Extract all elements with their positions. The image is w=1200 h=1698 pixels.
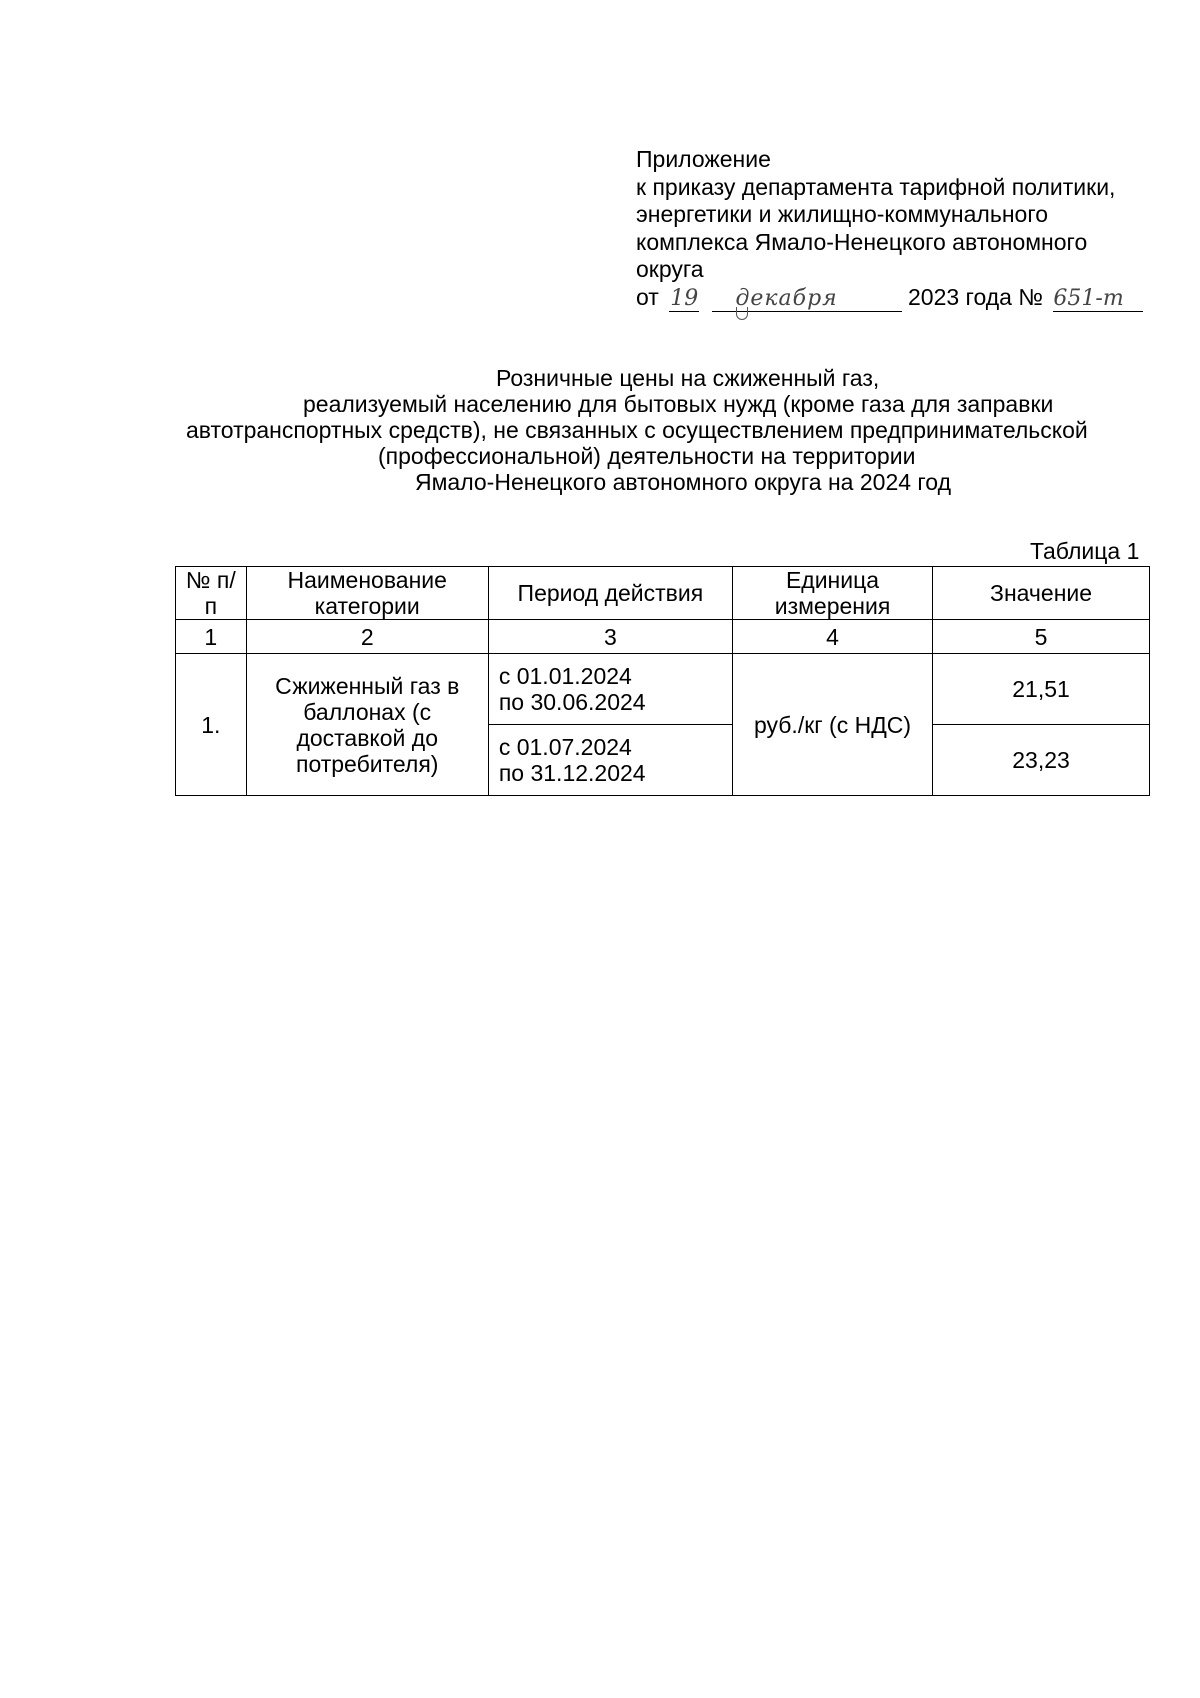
year-text: 2023 года № (908, 283, 1044, 310)
title-line: Ямало-Ненецкого автономного округа на 2024 год (415, 469, 952, 495)
month-field (712, 285, 902, 312)
period-to: по 30.06.2024 (498, 689, 646, 715)
header-unit: Единица измерения (732, 567, 932, 620)
annex-line: комплекса Ямало-Ненецкого автономного (636, 228, 1088, 255)
row-value: 21,51 (933, 654, 1150, 725)
table-row (176, 654, 1150, 725)
annex-block (636, 146, 1176, 312)
header-category: Наименование категории (246, 567, 488, 620)
order-date-line (636, 284, 1176, 312)
title-line: автотранспортных средств), не связанных с осуществлением предпринимательской (186, 417, 1088, 443)
row-number: 1. (176, 654, 247, 796)
period-from: с 01.07.2024 (498, 734, 632, 760)
prices-table (175, 566, 1150, 796)
table-label: Таблица 1 (1030, 538, 1140, 564)
date-prefix: от (636, 283, 659, 310)
period-to: по 31.12.2024 (498, 760, 646, 786)
column-number: 3 (488, 620, 732, 654)
column-number: 2 (246, 620, 488, 654)
handwritten-day: 19 (670, 285, 699, 311)
column-number: 5 (933, 620, 1150, 654)
table-header-row (176, 567, 1150, 620)
header-value: Значение (933, 567, 1150, 620)
annex-line: к приказу департамента тарифной политики, (636, 173, 1116, 200)
annex-line: энергетики и жилищно-коммунального (636, 201, 1048, 227)
day-field (669, 285, 699, 312)
row-period (488, 725, 732, 796)
column-number: 4 (732, 620, 932, 654)
column-number: 1 (176, 620, 247, 654)
row-category: Сжиженный газ в баллонах (с доставкой до потребителя) (246, 654, 488, 796)
handwritten-month: декабря (735, 285, 838, 311)
number-field (1053, 285, 1143, 312)
title-line: Розничные цены на сжиженный газ, (496, 365, 880, 391)
row-period (488, 654, 732, 725)
annex-title: Приложение (636, 146, 771, 172)
title-line: (профессиональной) деятельности на территории (378, 443, 916, 469)
header-number: № п/п (176, 567, 247, 620)
title-line: реализуемый населению для бытовых нужд (кроме газа для заправки (303, 391, 1054, 417)
handwriting-stroke (736, 307, 748, 320)
column-number-row (176, 620, 1150, 654)
row-value: 23,23 (933, 725, 1150, 796)
annex-line: округа (636, 256, 704, 282)
period-from: с 01.01.2024 (498, 663, 632, 689)
handwritten-number: 651-т (1053, 285, 1124, 311)
row-unit: руб./кг (с НДС) (732, 654, 932, 796)
header-period: Период действия (488, 567, 732, 620)
